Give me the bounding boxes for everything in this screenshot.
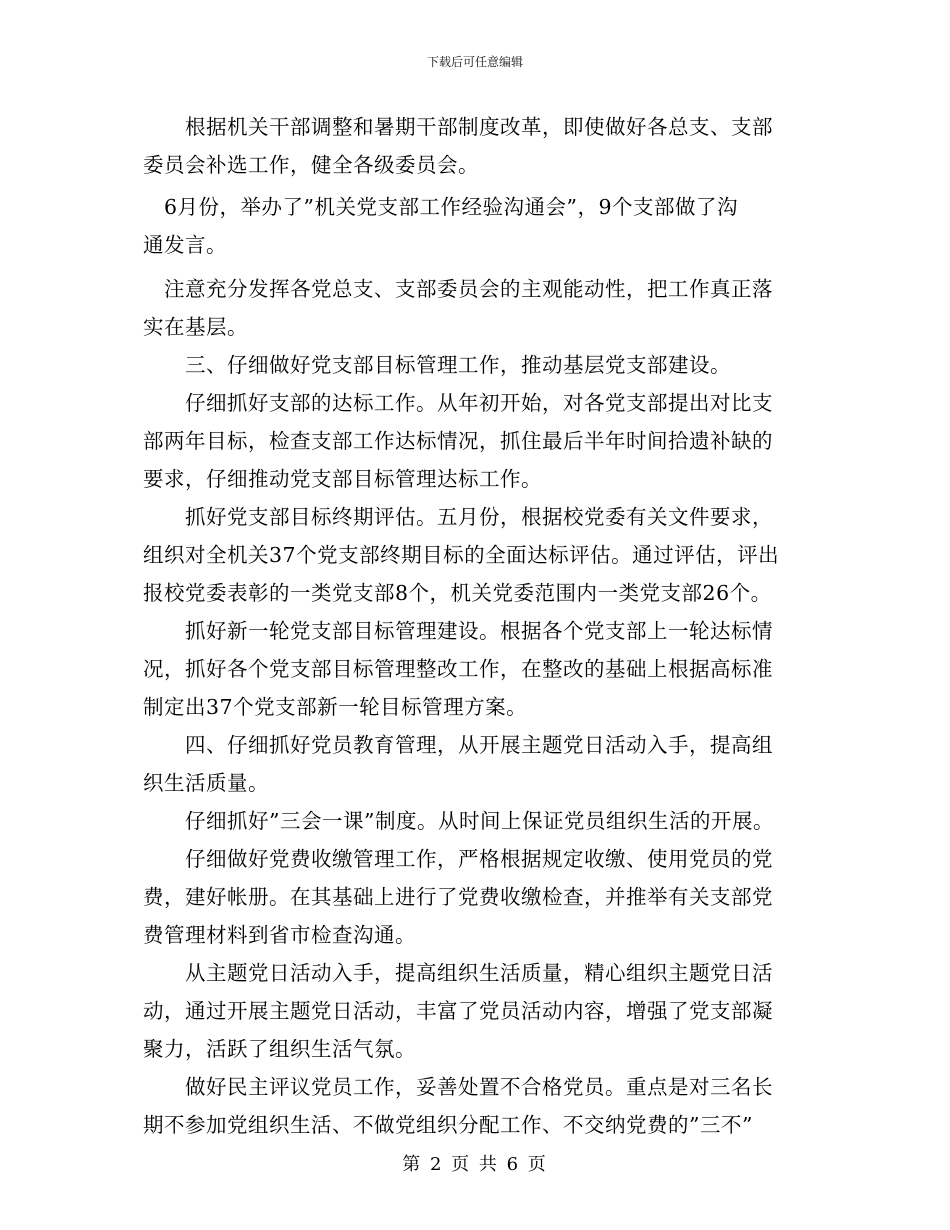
text-line: 做好民主评议党员工作，妥善处置不合格党员。重点是对三名长 <box>143 1075 773 1099</box>
text-line: 通发言。 <box>143 233 227 257</box>
text-line: 从主题党日活动入手，提高组织生活质量，精心组织主题党日活 <box>143 961 773 985</box>
paragraph-1 <box>143 108 813 184</box>
paragraph-6 <box>143 498 813 612</box>
text-line: 费，建好帐册。在其基础上进行了党费收缴检查，并推举有关支部党 <box>143 885 773 909</box>
section-heading-4 <box>143 726 813 802</box>
text-line: 动，通过开展主题党日活动，丰富了党员活动内容，增强了党支部凝 <box>143 999 773 1023</box>
text-line: 织生活质量。 <box>143 771 269 795</box>
text-line: 部两年目标，检查支部工作达标情况，抓住最后半年时间拾遗补缺的 <box>143 429 773 453</box>
text-line: 仔细做好党费收缴管理工作，严格根据规定收缴、使用党员的党 <box>143 847 773 871</box>
text-line: 注意充分发挥各党总支、支部委员会的主观能动性，把工作真正落 <box>143 277 773 301</box>
paragraph-5 <box>143 384 813 498</box>
text-line: 抓好党支部目标终期评估。五月份，根据校党委有关文件要求， <box>143 505 773 529</box>
paragraph-11 <box>143 954 813 1068</box>
document-body <box>143 108 813 1144</box>
section-heading-3 <box>143 346 813 384</box>
paragraph-2 <box>143 188 813 264</box>
text-line: 要求，仔细推动党支部目标管理达标工作。 <box>143 467 542 491</box>
text-line: 期不参加党组织生活、不做党组织分配工作、不交纳党费的”三不” <box>143 1113 753 1137</box>
page-number-footer: 第 2 页 共 6 页 <box>402 1154 548 1175</box>
paragraph-7 <box>143 612 813 726</box>
text-line: 况，抓好各个党支部目标管理整改工作，在整改的基础上根据高标准 <box>143 657 773 681</box>
text-line: 组织对全机关37个党支部终期目标的全面达标评估。通过评估，评出 <box>143 543 780 567</box>
paragraph-10 <box>143 840 813 954</box>
text-line: 四、仔细抓好党员教育管理，从开展主题党日活动入手，提高组 <box>143 733 773 757</box>
paragraph-9 <box>143 802 813 840</box>
paragraph-3 <box>143 270 813 346</box>
text-line: 抓好新一轮党支部目标管理建设。根据各个党支部上一轮达标情 <box>143 619 773 643</box>
page-header: 下载后可任意编辑 <box>426 55 523 69</box>
text-line: 根据机关干部调整和暑期干部制度改革，即使做好各总支、支部 <box>143 115 773 139</box>
text-line: 6月份，举办了”机关党支部工作经验沟通会”，9个支部做了沟 <box>143 195 739 219</box>
text-line: 制定出37个党支部新一轮目标管理方案。 <box>143 695 528 719</box>
text-line: 实在基层。 <box>143 315 248 339</box>
text-line: 报校党委表彰的一类党支部8个，机关党委范围内一类党支部26个。 <box>143 581 772 605</box>
text-line: 委员会补选工作，健全各级委员会。 <box>143 153 479 177</box>
text-line: 三、仔细做好党支部目标管理工作，推动基层党支部建设。 <box>143 353 731 377</box>
text-line: 仔细抓好”三会一课”制度。从时间上保证党员组织生活的开展。 <box>143 809 774 833</box>
text-line: 聚力，活跃了组织生活气氛。 <box>143 1037 416 1061</box>
text-line: 费管理材料到省市检查沟通。 <box>143 923 416 947</box>
text-line: 仔细抓好支部的达标工作。从年初开始，对各党支部提出对比支 <box>143 391 773 415</box>
paragraph-12 <box>143 1068 813 1144</box>
